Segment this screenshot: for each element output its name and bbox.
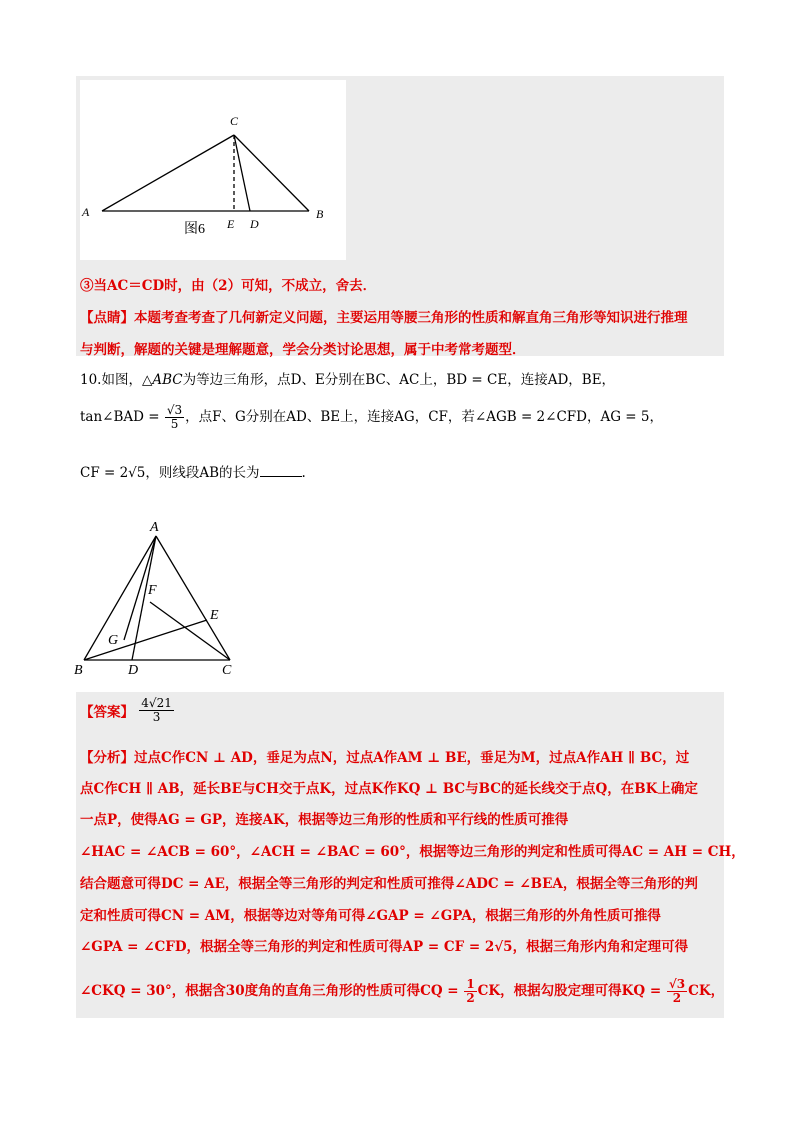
label-A: A xyxy=(82,205,90,219)
fraction-root3-half xyxy=(667,978,687,1005)
comment-line-1 xyxy=(80,306,688,326)
answer-numerator: 4√21 xyxy=(141,696,172,710)
fraction-one-half-den: 2 xyxy=(466,991,475,1006)
label-G: G xyxy=(108,633,119,648)
fraction-one-half xyxy=(464,978,476,1005)
tan-numerator: √3 xyxy=(166,403,183,417)
label-C: C xyxy=(230,114,239,128)
fraction-root3-half-den: 2 xyxy=(672,991,682,1006)
label-D: D xyxy=(250,217,259,231)
segment-AB xyxy=(84,536,156,660)
label-B: B xyxy=(74,663,83,678)
answer-denominator: 3 xyxy=(152,710,161,725)
figure-6 xyxy=(80,80,346,260)
cf-expression: CF = 2√5 xyxy=(80,465,146,481)
analysis-line-6: 定和性质可得CN = AM，根据等边对等角可得∠GAP = ∠GPA，根据三角形的外角性质可推得 xyxy=(80,908,661,924)
segment-CB xyxy=(234,135,309,211)
figure-problem-10 xyxy=(72,518,252,687)
problem-period: . xyxy=(301,465,306,481)
answer-line xyxy=(80,697,175,724)
analysis-line-2: 点C作CH ∥ AB，延长BE与CH交于点K，过点K作KQ ⊥ BC与BC的延长线交于点Q，在BK上确定 xyxy=(80,781,698,797)
fraction-root3-half-num: √3 xyxy=(668,977,686,991)
analysis-line-4: ∠HAC = ∠ACB = 60°，∠ACH = ∠BAC = 60°，根据等边三角形的判定和性质可得AC = AH = CH， xyxy=(80,844,745,860)
figure-6-svg xyxy=(80,80,346,260)
problem-line-2 xyxy=(80,404,663,431)
label-C: C xyxy=(222,663,232,678)
analysis-text-8b: CK，根据勾股定理可得KQ = xyxy=(477,983,662,1000)
tan-denominator: 5 xyxy=(170,417,179,432)
analysis-text-8a: ∠CKQ = 30°，根据含30度角的直角三角形的性质可得CQ = xyxy=(80,983,459,1000)
segment-AD xyxy=(132,536,156,660)
comment-tag: 【点睛】 xyxy=(80,310,134,326)
label-B: B xyxy=(316,207,324,221)
tan-fraction xyxy=(165,404,184,431)
tan-expression: tan∠BAD = xyxy=(80,409,160,426)
label-E: E xyxy=(210,608,219,623)
problem-line-3 xyxy=(80,461,306,481)
segment-AC xyxy=(156,536,230,660)
comment-text-1: 本题考查考查了几何新定义问题，主要运用等腰三角形的性质和解直角三角形等知识进行推理 xyxy=(134,310,688,326)
analysis-line-3: 一点P，使得AG = GP，连接AK，根据等边三角形的性质和平行线的性质可推得 xyxy=(80,812,569,828)
answer-blank[interactable] xyxy=(260,464,302,477)
problem-text-2: ，点F、G分别在AD、BE上，连接AG，CF，若∠AGB = 2∠CFD，AG = 5， xyxy=(185,409,663,426)
label-A: A xyxy=(150,520,159,535)
problem-line-1 xyxy=(80,368,615,388)
label-F: F xyxy=(148,583,157,598)
label-D: D xyxy=(128,663,139,678)
analysis-line-5: 结合题意可得DC = AE，根据全等三角形的判定和性质可推得∠ADC = ∠BEA，根据全等三角形的判 xyxy=(80,876,698,892)
analysis-line-8 xyxy=(80,978,724,1005)
analysis-line-1 xyxy=(80,746,689,766)
problem-number: 10.如图， xyxy=(80,372,142,388)
label-E: E xyxy=(227,217,235,231)
figure-caption: 图6 xyxy=(184,222,205,237)
segment-CD xyxy=(234,135,250,211)
fraction-one-half-num: 1 xyxy=(466,977,475,991)
comment-line-2: 与判断，解题的关键是理解题意，学会分类讨论思想，属于中考常考题型． xyxy=(80,342,526,358)
problem-text-3: ，则线段AB的长为 xyxy=(145,465,260,481)
problem-text-1: 为等边三角形，点D、E分别在BC、AC上，BD = CE，连接AD，BE， xyxy=(182,372,616,388)
answer-fraction xyxy=(139,697,174,724)
answer-tag: 【答案】 xyxy=(80,704,134,721)
figure-problem-10-svg xyxy=(72,518,252,683)
segment-BE xyxy=(84,620,207,660)
analysis-text-8c: CK， xyxy=(688,983,725,1000)
analysis-line-7: ∠GPA = ∠CFD，根据全等三角形的判定和性质可得AP = CF = 2√5，根据三角形内角和定理可得 xyxy=(80,939,689,955)
case-3-text: ③当AC＝CD时，由（2）可知，不成立，舍去． xyxy=(80,278,377,294)
analysis-tag: 【分析】 xyxy=(80,750,134,766)
triangle-abc: △ABC xyxy=(141,372,183,388)
segment-AC xyxy=(102,135,234,211)
analysis-text-1: 过点C作CN ⊥ AD，垂足为点N，过点A作AM ⊥ BE，垂足为M，过点A作AH ∥ BC，过 xyxy=(134,750,690,766)
